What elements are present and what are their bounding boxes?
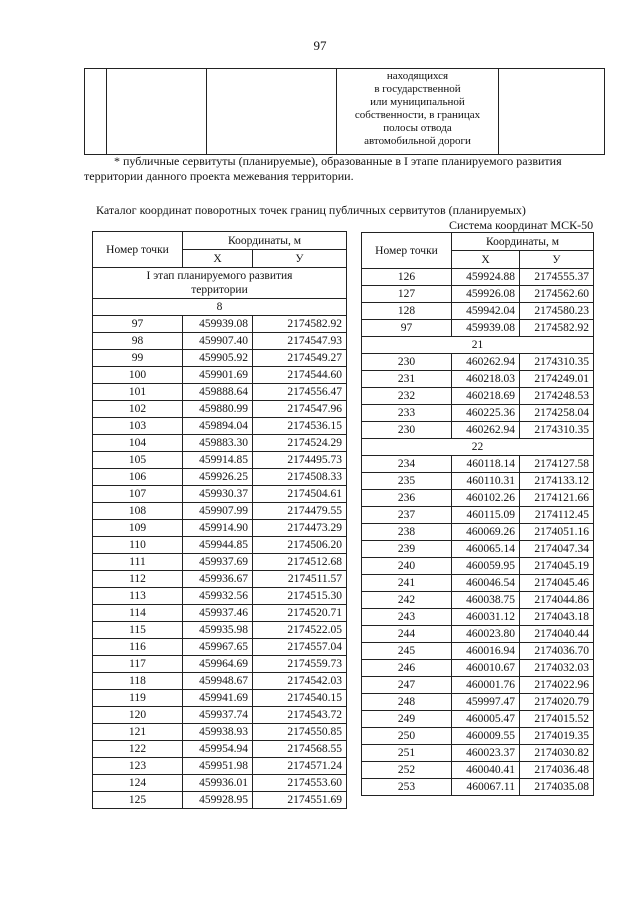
cell-point: 230 — [362, 422, 452, 439]
cell-y: 2174020.79 — [520, 694, 594, 711]
coord-system-label: Система координат МСК-50 — [449, 218, 594, 232]
cell-x: 460010.67 — [452, 660, 520, 677]
cell-point: 241 — [362, 575, 452, 592]
cell-x: 460005.47 — [452, 711, 520, 728]
table-row — [362, 575, 594, 592]
cell-point: 247 — [362, 677, 452, 694]
cell-y: 2174133.12 — [520, 473, 594, 490]
header-point: Номер точки — [362, 233, 452, 269]
cell-y: 2174022.96 — [520, 677, 594, 694]
cell-x: 460110.31 — [452, 473, 520, 490]
right-coordinates-table — [361, 232, 594, 796]
table-row — [362, 762, 594, 779]
catalog-title: Каталог координат поворотных точек границ публичных сервитутов (планируемых) — [96, 203, 526, 217]
cell-x: 460023.37 — [452, 745, 520, 762]
cell-y: 2174249.01 — [520, 371, 594, 388]
cell-x: 460118.14 — [452, 456, 520, 473]
table-row — [93, 401, 347, 418]
cell-point: 230 — [362, 354, 452, 371]
table-row — [93, 707, 347, 724]
cell-point: 125 — [93, 792, 183, 809]
cell-x: 459941.69 — [183, 690, 253, 707]
table-row — [93, 690, 347, 707]
cell-y: 2174473.29 — [253, 520, 347, 537]
table-row — [362, 643, 594, 660]
cell-point: 112 — [93, 571, 183, 588]
cell-point: 237 — [362, 507, 452, 524]
table-row — [362, 473, 594, 490]
cell-y: 2174121.66 — [520, 490, 594, 507]
cell-x: 459964.69 — [183, 656, 253, 673]
table-row — [93, 656, 347, 673]
header-point: Номер точки — [93, 232, 183, 268]
cell-point: 118 — [93, 673, 183, 690]
cell-point: 243 — [362, 609, 452, 626]
cell-point: 110 — [93, 537, 183, 554]
cell-point: 100 — [93, 367, 183, 384]
cell-y: 2174553.60 — [253, 775, 347, 792]
cell-point: 107 — [93, 486, 183, 503]
continuation-table — [84, 68, 605, 155]
cell-y: 2174520.71 — [253, 605, 347, 622]
cell-point: 115 — [93, 622, 183, 639]
cell-y: 2174019.35 — [520, 728, 594, 745]
cell-point: 117 — [93, 656, 183, 673]
header-coords: Координаты, м — [452, 233, 594, 251]
cell-x: 460225.36 — [452, 405, 520, 422]
cell-x: 459905.92 — [183, 350, 253, 367]
cell-point: 108 — [93, 503, 183, 520]
cell-point: 97 — [362, 320, 452, 337]
table-row — [362, 558, 594, 575]
cell-x: 459937.69 — [183, 554, 253, 571]
cell-y: 2174544.60 — [253, 367, 347, 384]
cell-y: 2174036.70 — [520, 643, 594, 660]
cell-y: 2174504.61 — [253, 486, 347, 503]
cell-x: 459967.65 — [183, 639, 253, 656]
cell-x: 459937.74 — [183, 707, 253, 724]
cell-y: 2174127.58 — [520, 456, 594, 473]
cell-x: 459894.04 — [183, 418, 253, 435]
table-row — [362, 388, 594, 405]
cont-cell-text — [337, 69, 499, 155]
cell-y: 2174047.34 — [520, 541, 594, 558]
cell-x: 459924.88 — [452, 269, 520, 286]
table-row — [93, 418, 347, 435]
cell-point: 113 — [93, 588, 183, 605]
header-y: У — [520, 251, 594, 269]
cont-line: собственности, в границах — [354, 109, 481, 121]
table-row — [93, 486, 347, 503]
table-row — [93, 350, 347, 367]
cell-y: 2174515.30 — [253, 588, 347, 605]
cell-y: 2174051.16 — [520, 524, 594, 541]
table-row — [362, 405, 594, 422]
cell-point: 104 — [93, 435, 183, 452]
cont-line: полосы отвода — [383, 122, 452, 134]
cell-y: 2174310.35 — [520, 354, 594, 371]
cell-y: 2174043.18 — [520, 609, 594, 626]
cont-cell-5 — [499, 69, 605, 155]
stage-label: I этап планируемого развития территории — [93, 268, 347, 299]
cell-point: 98 — [93, 333, 183, 350]
cell-y: 2174040.44 — [520, 626, 594, 643]
cell-y: 2174562.60 — [520, 286, 594, 303]
cont-line: находящихся — [386, 70, 449, 82]
cont-line: автомобильной дороги — [364, 135, 471, 147]
cell-point: 111 — [93, 554, 183, 571]
table-row — [93, 333, 347, 350]
table-row — [93, 452, 347, 469]
group-row — [362, 439, 594, 456]
cell-point: 120 — [93, 707, 183, 724]
cell-point: 122 — [93, 741, 183, 758]
header-y: У — [253, 250, 347, 268]
cell-x: 460065.14 — [452, 541, 520, 558]
cell-y: 2174248.53 — [520, 388, 594, 405]
cell-y: 2174258.04 — [520, 405, 594, 422]
cell-y: 2174568.55 — [253, 741, 347, 758]
table-row — [362, 456, 594, 473]
cell-x: 460009.55 — [452, 728, 520, 745]
cell-y: 2174580.23 — [520, 303, 594, 320]
cell-y: 2174536.15 — [253, 418, 347, 435]
cell-point: 102 — [93, 401, 183, 418]
table-row — [362, 660, 594, 677]
table-row — [362, 269, 594, 286]
cell-point: 252 — [362, 762, 452, 779]
cell-x: 459938.93 — [183, 724, 253, 741]
cont-line: или муниципальной — [370, 96, 465, 108]
cell-point: 235 — [362, 473, 452, 490]
cell-x: 459936.67 — [183, 571, 253, 588]
cell-point: 119 — [93, 690, 183, 707]
cell-x: 459936.01 — [183, 775, 253, 792]
table-row — [93, 741, 347, 758]
cell-point: 249 — [362, 711, 452, 728]
cell-y: 2174506.20 — [253, 537, 347, 554]
cell-y: 2174550.85 — [253, 724, 347, 741]
table-row — [93, 605, 347, 622]
cell-x: 459951.98 — [183, 758, 253, 775]
footnote-line-2: территории данного проекта межевания территории. — [84, 169, 354, 183]
group-label: 8 — [93, 299, 347, 316]
table-row — [362, 626, 594, 643]
cell-y: 2174032.03 — [520, 660, 594, 677]
table-row — [93, 503, 347, 520]
cell-y: 2174036.48 — [520, 762, 594, 779]
cell-x: 459997.47 — [452, 694, 520, 711]
table-row — [93, 435, 347, 452]
table-row — [362, 422, 594, 439]
cell-point: 116 — [93, 639, 183, 656]
cell-point: 234 — [362, 456, 452, 473]
cell-point: 124 — [93, 775, 183, 792]
cell-point: 248 — [362, 694, 452, 711]
cell-point: 236 — [362, 490, 452, 507]
table-row — [93, 554, 347, 571]
cell-point: 238 — [362, 524, 452, 541]
cell-y: 2174557.04 — [253, 639, 347, 656]
cell-y: 2174045.19 — [520, 558, 594, 575]
cell-x: 459926.08 — [452, 286, 520, 303]
cell-point: 106 — [93, 469, 183, 486]
cell-x: 460001.76 — [452, 677, 520, 694]
cell-x: 459901.69 — [183, 367, 253, 384]
cell-x: 460069.26 — [452, 524, 520, 541]
cont-cell-1 — [85, 69, 107, 155]
cell-point: 123 — [93, 758, 183, 775]
table-row — [362, 779, 594, 796]
table-row — [362, 728, 594, 745]
table-row — [362, 745, 594, 762]
cell-y: 2174543.72 — [253, 707, 347, 724]
cell-y: 2174508.33 — [253, 469, 347, 486]
cell-x: 460040.41 — [452, 762, 520, 779]
cell-x: 459928.95 — [183, 792, 253, 809]
cell-y: 2174547.93 — [253, 333, 347, 350]
table-row — [93, 622, 347, 639]
table-row — [93, 792, 347, 809]
table-row — [362, 524, 594, 541]
header-coords: Координаты, м — [183, 232, 347, 250]
table-row — [362, 507, 594, 524]
cell-x: 460031.12 — [452, 609, 520, 626]
cell-y: 2174582.92 — [253, 316, 347, 333]
cell-x: 459930.37 — [183, 486, 253, 503]
table-row — [93, 673, 347, 690]
table-row — [362, 371, 594, 388]
footnote-line-1: * публичные сервитуты (планируемые), образованные в I этапе планируемого развития — [114, 154, 562, 168]
table-row — [93, 588, 347, 605]
cell-x: 459932.56 — [183, 588, 253, 605]
cell-y: 2174547.96 — [253, 401, 347, 418]
cell-x: 460102.26 — [452, 490, 520, 507]
cell-x: 459942.04 — [452, 303, 520, 320]
cell-x: 459935.98 — [183, 622, 253, 639]
cont-cell-2 — [107, 69, 207, 155]
cell-point: 232 — [362, 388, 452, 405]
cell-point: 245 — [362, 643, 452, 660]
table-row — [93, 520, 347, 537]
cell-x: 460218.69 — [452, 388, 520, 405]
cell-x: 459888.64 — [183, 384, 253, 401]
footnote — [84, 154, 616, 184]
cell-point: 128 — [362, 303, 452, 320]
cell-point: 253 — [362, 779, 452, 796]
table-row — [362, 694, 594, 711]
table-row — [362, 541, 594, 558]
cell-x: 459914.85 — [183, 452, 253, 469]
cont-cell-3 — [207, 69, 337, 155]
cell-x: 459883.30 — [183, 435, 253, 452]
cell-x: 460046.54 — [452, 575, 520, 592]
cell-point: 231 — [362, 371, 452, 388]
cell-y: 2174112.45 — [520, 507, 594, 524]
cell-y: 2174522.05 — [253, 622, 347, 639]
cell-point: 101 — [93, 384, 183, 401]
cell-y: 2174524.29 — [253, 435, 347, 452]
cell-y: 2174495.73 — [253, 452, 347, 469]
cell-y: 2174030.82 — [520, 745, 594, 762]
header-x: X — [452, 251, 520, 269]
table-row — [93, 316, 347, 333]
cell-y: 2174542.03 — [253, 673, 347, 690]
group-row — [362, 337, 594, 354]
cell-y: 2174511.57 — [253, 571, 347, 588]
table-row — [362, 354, 594, 371]
cell-y: 2174582.92 — [520, 320, 594, 337]
table-row — [362, 303, 594, 320]
cell-x: 459948.67 — [183, 673, 253, 690]
header-x: X — [183, 250, 253, 268]
cell-point: 105 — [93, 452, 183, 469]
cell-x: 459939.08 — [183, 316, 253, 333]
cell-y: 2174571.24 — [253, 758, 347, 775]
cell-y: 2174540.15 — [253, 690, 347, 707]
group-label: 22 — [362, 439, 594, 456]
cell-x: 459914.90 — [183, 520, 253, 537]
cell-y: 2174555.37 — [520, 269, 594, 286]
cell-point: 251 — [362, 745, 452, 762]
table-row — [93, 775, 347, 792]
cell-point: 240 — [362, 558, 452, 575]
group-label: 21 — [362, 337, 594, 354]
cell-y: 2174035.08 — [520, 779, 594, 796]
cell-point: 233 — [362, 405, 452, 422]
cell-x: 460038.75 — [452, 592, 520, 609]
table-row — [93, 758, 347, 775]
cell-point: 126 — [362, 269, 452, 286]
cell-point: 127 — [362, 286, 452, 303]
cell-point: 103 — [93, 418, 183, 435]
table-row — [362, 609, 594, 626]
cell-x: 460067.11 — [452, 779, 520, 796]
table-row — [93, 384, 347, 401]
cell-x: 460016.94 — [452, 643, 520, 660]
cell-x: 459944.85 — [183, 537, 253, 554]
table-row — [93, 537, 347, 554]
cell-x: 460059.95 — [452, 558, 520, 575]
cell-y: 2174044.86 — [520, 592, 594, 609]
cell-x: 459954.94 — [183, 741, 253, 758]
cell-y: 2174479.55 — [253, 503, 347, 520]
table-row — [362, 677, 594, 694]
cell-y: 2174310.35 — [520, 422, 594, 439]
cell-x: 459907.40 — [183, 333, 253, 350]
table-row — [93, 724, 347, 741]
cell-point: 244 — [362, 626, 452, 643]
table-row — [362, 286, 594, 303]
cell-point: 239 — [362, 541, 452, 558]
cell-point: 242 — [362, 592, 452, 609]
cont-line: в государственной — [374, 83, 461, 95]
cell-x: 459937.46 — [183, 605, 253, 622]
cell-point: 97 — [93, 316, 183, 333]
table-row — [362, 711, 594, 728]
cell-x: 460115.09 — [452, 507, 520, 524]
cell-x: 460023.80 — [452, 626, 520, 643]
cell-y: 2174045.46 — [520, 575, 594, 592]
cell-y: 2174556.47 — [253, 384, 347, 401]
cell-y: 2174015.52 — [520, 711, 594, 728]
table-row — [93, 571, 347, 588]
left-coordinates-table — [92, 231, 347, 809]
cell-x: 459907.99 — [183, 503, 253, 520]
cell-point: 99 — [93, 350, 183, 367]
table-row — [362, 490, 594, 507]
cell-x: 459926.25 — [183, 469, 253, 486]
table-row — [93, 469, 347, 486]
cell-x: 460218.03 — [452, 371, 520, 388]
cell-x: 459939.08 — [452, 320, 520, 337]
cell-point: 114 — [93, 605, 183, 622]
cell-x: 459880.99 — [183, 401, 253, 418]
cell-y: 2174551.69 — [253, 792, 347, 809]
cell-point: 121 — [93, 724, 183, 741]
cell-point: 246 — [362, 660, 452, 677]
cell-x: 460262.94 — [452, 354, 520, 371]
cell-x: 460262.94 — [452, 422, 520, 439]
cell-point: 109 — [93, 520, 183, 537]
cell-y: 2174512.68 — [253, 554, 347, 571]
page-number: 97 — [313, 38, 327, 53]
cell-y: 2174549.27 — [253, 350, 347, 367]
table-row — [93, 367, 347, 384]
table-row — [93, 639, 347, 656]
cell-y: 2174559.73 — [253, 656, 347, 673]
table-row — [362, 320, 594, 337]
cell-point: 250 — [362, 728, 452, 745]
table-row — [362, 592, 594, 609]
